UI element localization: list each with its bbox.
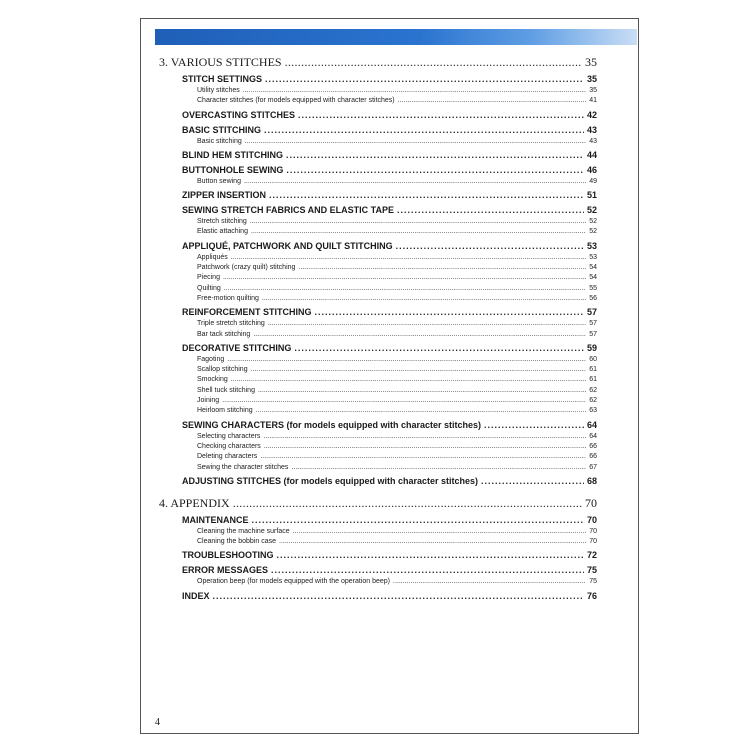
dot-leader bbox=[279, 537, 586, 547]
toc-chapter-row bbox=[159, 495, 597, 512]
toc-entry-title: Deleting characters bbox=[197, 453, 258, 461]
toc-entry-page: 52 bbox=[586, 205, 597, 216]
dot-leader bbox=[251, 227, 586, 237]
toc-sub-row bbox=[159, 86, 597, 96]
dot-leader bbox=[291, 463, 586, 473]
page-number: 4 bbox=[155, 717, 160, 728]
toc-entry-page: 52 bbox=[589, 228, 597, 236]
toc-entry-title: OVERCASTING STITCHES bbox=[182, 109, 296, 120]
dot-leader bbox=[223, 273, 586, 283]
toc-entry-page: 57 bbox=[589, 330, 597, 338]
dot-leader bbox=[397, 204, 584, 217]
dot-leader bbox=[244, 177, 586, 187]
toc-entry-title: 4. APPENDIX bbox=[159, 495, 230, 510]
toc-entry-title: Shell tuck stitching bbox=[197, 386, 255, 394]
dot-leader bbox=[271, 564, 584, 577]
dot-leader bbox=[286, 164, 584, 177]
toc-entry-title: Utility stitches bbox=[197, 87, 240, 94]
toc-entry-page: 72 bbox=[586, 550, 597, 561]
dot-leader bbox=[251, 365, 587, 375]
toc-entry-title: Cleaning the bobbin case bbox=[197, 538, 277, 546]
dot-leader bbox=[256, 406, 587, 416]
toc-section-row bbox=[159, 73, 597, 86]
toc-entry-page: 43 bbox=[589, 137, 597, 145]
toc-sub-row bbox=[159, 527, 597, 537]
dot-leader bbox=[268, 319, 586, 329]
toc-entry-title: Smocking bbox=[197, 376, 228, 384]
dot-leader bbox=[298, 109, 584, 122]
toc-entry-page: 44 bbox=[586, 149, 597, 160]
toc-sub-row bbox=[159, 375, 597, 385]
toc-entry-page: 62 bbox=[589, 397, 597, 405]
header-band bbox=[155, 29, 637, 45]
dot-leader bbox=[396, 240, 584, 253]
toc-sub-row bbox=[159, 365, 597, 375]
toc-sub-row bbox=[159, 406, 597, 416]
toc-section-row bbox=[159, 149, 597, 162]
toc-entry-title: Character stitches (for models equipped with character stitches) bbox=[197, 97, 395, 105]
toc-entry-page: 66 bbox=[589, 453, 597, 461]
toc-entry-title: Fagoting bbox=[197, 355, 225, 363]
toc-entry-page: 67 bbox=[589, 463, 597, 471]
toc-entry-page: 57 bbox=[586, 307, 597, 318]
toc-entry-title: Checking characters bbox=[197, 442, 261, 450]
toc-entry-page: 75 bbox=[586, 565, 597, 576]
toc-sub-row bbox=[159, 319, 597, 329]
toc-sub-row bbox=[159, 177, 597, 187]
toc-entry-page: 55 bbox=[589, 284, 597, 292]
toc-section-row bbox=[159, 164, 597, 177]
toc-entry-title: BLIND HEM STITCHING bbox=[182, 149, 283, 160]
toc-entry-title: Scallop stitching bbox=[197, 366, 248, 374]
toc-entry-page: 70 bbox=[586, 514, 597, 525]
toc-entry-page: 54 bbox=[589, 274, 597, 282]
toc-entry-page: 57 bbox=[589, 320, 597, 328]
toc-section-row bbox=[159, 342, 597, 355]
toc-entry-page: 43 bbox=[586, 124, 597, 135]
toc-entry-title: Heirloom stitching bbox=[197, 407, 253, 415]
toc-entry-page: 35 bbox=[585, 55, 597, 69]
toc-entry-title: TROUBLESHOOTING bbox=[182, 550, 274, 561]
toc-sub-row bbox=[159, 330, 597, 340]
toc-entry-title: Basic stitching bbox=[197, 137, 242, 145]
toc-entry-title: Selecting characters bbox=[197, 432, 261, 440]
toc-entry-title: APPLIQUÉ, PATCHWORK AND QUILT STITCHING bbox=[182, 240, 393, 251]
toc-entry-title: Piecing bbox=[197, 274, 220, 282]
dot-leader bbox=[213, 590, 584, 603]
toc-entry-title: Elastic attaching bbox=[197, 228, 248, 236]
toc-entry-title: 3. VARIOUS STITCHES bbox=[159, 55, 282, 69]
dot-leader bbox=[269, 189, 584, 202]
dot-leader bbox=[484, 419, 584, 432]
toc-entry-page: 54 bbox=[589, 264, 597, 272]
toc-entry-page: 70 bbox=[589, 538, 597, 546]
toc-entry-page: 61 bbox=[589, 376, 597, 384]
toc-sub-row bbox=[159, 217, 597, 227]
toc-section-row bbox=[159, 475, 597, 488]
toc-entry-page: 76 bbox=[586, 590, 597, 601]
toc-sub-row bbox=[159, 284, 597, 294]
dot-leader bbox=[233, 495, 582, 512]
toc-entry-page: 63 bbox=[589, 407, 597, 415]
toc-entry-title: Patchwork (crazy quilt) stitching bbox=[197, 264, 296, 272]
toc-sub-row bbox=[159, 263, 597, 273]
toc-entry-page: 56 bbox=[589, 294, 597, 302]
toc-entry-page: 66 bbox=[589, 442, 597, 450]
toc-entry-title: MAINTENANCE bbox=[182, 514, 249, 525]
toc-entry-title: Button sewing bbox=[197, 177, 241, 185]
toc-section-row bbox=[159, 109, 597, 122]
dot-leader bbox=[224, 284, 586, 294]
dot-leader bbox=[245, 137, 586, 147]
table-of-contents bbox=[159, 54, 597, 603]
toc-entry-page: 41 bbox=[589, 97, 597, 105]
toc-section-row bbox=[159, 419, 597, 432]
dot-leader bbox=[286, 149, 584, 162]
toc-entry-title: Appliqués bbox=[197, 253, 228, 261]
toc-entry-page: 46 bbox=[586, 164, 597, 175]
toc-sub-row bbox=[159, 355, 597, 365]
toc-entry-title: ADJUSTING STITCHES (for models equipped with character stitches) bbox=[182, 475, 479, 486]
dot-leader bbox=[252, 514, 584, 527]
toc-entry-page: 62 bbox=[589, 386, 597, 394]
dot-leader bbox=[293, 527, 587, 537]
dot-leader bbox=[398, 96, 587, 106]
dot-leader bbox=[263, 432, 586, 442]
toc-entry-page: 53 bbox=[586, 240, 597, 251]
toc-entry-page: 52 bbox=[589, 218, 597, 226]
dot-leader bbox=[315, 306, 584, 319]
dot-leader bbox=[393, 577, 586, 587]
dot-leader bbox=[264, 442, 586, 452]
toc-entry-title: Stretch stitching bbox=[197, 218, 247, 226]
toc-entry-page: 61 bbox=[589, 366, 597, 374]
toc-sub-row bbox=[159, 452, 597, 462]
toc-entry-page: 59 bbox=[586, 342, 597, 353]
dot-leader bbox=[258, 386, 586, 396]
dot-leader bbox=[231, 253, 586, 263]
toc-entry-title: INDEX bbox=[182, 590, 210, 601]
toc-entry-page: 51 bbox=[586, 190, 597, 201]
toc-entry-title: Free-motion quilting bbox=[197, 294, 259, 302]
toc-entry-page: 42 bbox=[586, 109, 597, 120]
toc-section-row bbox=[159, 204, 597, 217]
toc-entry-page: 49 bbox=[589, 177, 597, 185]
toc-section-row bbox=[159, 240, 597, 253]
toc-entry-page: 35 bbox=[586, 74, 597, 84]
toc-entry-page: 35 bbox=[589, 87, 597, 94]
toc-entry-title: Joining bbox=[197, 397, 220, 405]
toc-entry-title: ERROR MESSAGES bbox=[182, 565, 269, 576]
toc-entry-title: Triple stretch stitching bbox=[197, 320, 265, 328]
toc-entry-page: 75 bbox=[589, 578, 597, 586]
toc-entry-title: BUTTONHOLE SEWING bbox=[182, 164, 284, 175]
toc-section-row bbox=[159, 124, 597, 137]
dot-leader bbox=[222, 396, 586, 406]
toc-entry-page: 70 bbox=[585, 495, 597, 510]
toc-sub-row bbox=[159, 577, 597, 587]
toc-sub-row bbox=[159, 273, 597, 283]
toc-entry-title: Cleaning the machine surface bbox=[197, 527, 290, 535]
dot-leader bbox=[227, 355, 586, 365]
toc-entry-page: 64 bbox=[586, 419, 597, 430]
toc-entry-title: ZIPPER INSERTION bbox=[182, 190, 267, 201]
toc-chapter-row bbox=[159, 54, 597, 71]
toc-entry-title: BASIC STITCHING bbox=[182, 124, 262, 135]
toc-section-row bbox=[159, 306, 597, 319]
dot-leader bbox=[260, 452, 586, 462]
dot-leader bbox=[285, 54, 582, 71]
toc-entry-title: SEWING STRETCH FABRICS AND ELASTIC TAPE bbox=[182, 205, 395, 216]
toc-sub-row bbox=[159, 432, 597, 442]
toc-sub-row bbox=[159, 227, 597, 237]
dot-leader bbox=[481, 475, 584, 488]
dot-leader bbox=[294, 342, 584, 355]
toc-sub-row bbox=[159, 253, 597, 263]
dot-leader bbox=[231, 375, 586, 385]
dot-leader bbox=[250, 217, 586, 227]
toc-entry-page: 64 bbox=[589, 432, 597, 440]
toc-entry-title: DECORATIVE STITCHING bbox=[182, 342, 292, 353]
toc-sub-row bbox=[159, 294, 597, 304]
toc-entry-page: 60 bbox=[589, 355, 597, 363]
dot-leader bbox=[277, 549, 584, 562]
toc-sub-row bbox=[159, 537, 597, 547]
toc-entry-title: REINFORCEMENT STITCHING bbox=[182, 307, 312, 318]
toc-sub-row bbox=[159, 396, 597, 406]
dot-leader bbox=[298, 263, 586, 273]
toc-sub-row bbox=[159, 137, 597, 147]
toc-entry-title: SEWING CHARACTERS (for models equipped with character stitches) bbox=[182, 419, 482, 430]
toc-entry-page: 68 bbox=[586, 475, 597, 486]
toc-section-row bbox=[159, 189, 597, 202]
toc-entry-title: STITCH SETTINGS bbox=[182, 74, 263, 84]
toc-section-row bbox=[159, 564, 597, 577]
toc-section-row bbox=[159, 514, 597, 527]
dot-leader bbox=[262, 294, 586, 304]
toc-section-row bbox=[159, 549, 597, 562]
toc-sub-row bbox=[159, 442, 597, 452]
toc-sub-row bbox=[159, 386, 597, 396]
toc-entry-title: Quilting bbox=[197, 284, 221, 292]
toc-entry-title: Bar tack stitching bbox=[197, 330, 251, 338]
dot-leader bbox=[264, 124, 584, 137]
toc-entry-page: 70 bbox=[589, 527, 597, 535]
toc-section-row bbox=[159, 590, 597, 603]
toc-entry-title: Sewing the character stitches bbox=[197, 463, 289, 471]
dot-leader bbox=[253, 330, 586, 340]
toc-entry-page: 53 bbox=[589, 253, 597, 261]
toc-sub-row bbox=[159, 96, 597, 106]
toc-entry-title: Operation beep (for models equipped with the operation beep) bbox=[197, 578, 391, 586]
toc-sub-row bbox=[159, 463, 597, 473]
dot-leader bbox=[265, 73, 584, 86]
dot-leader bbox=[243, 86, 586, 96]
